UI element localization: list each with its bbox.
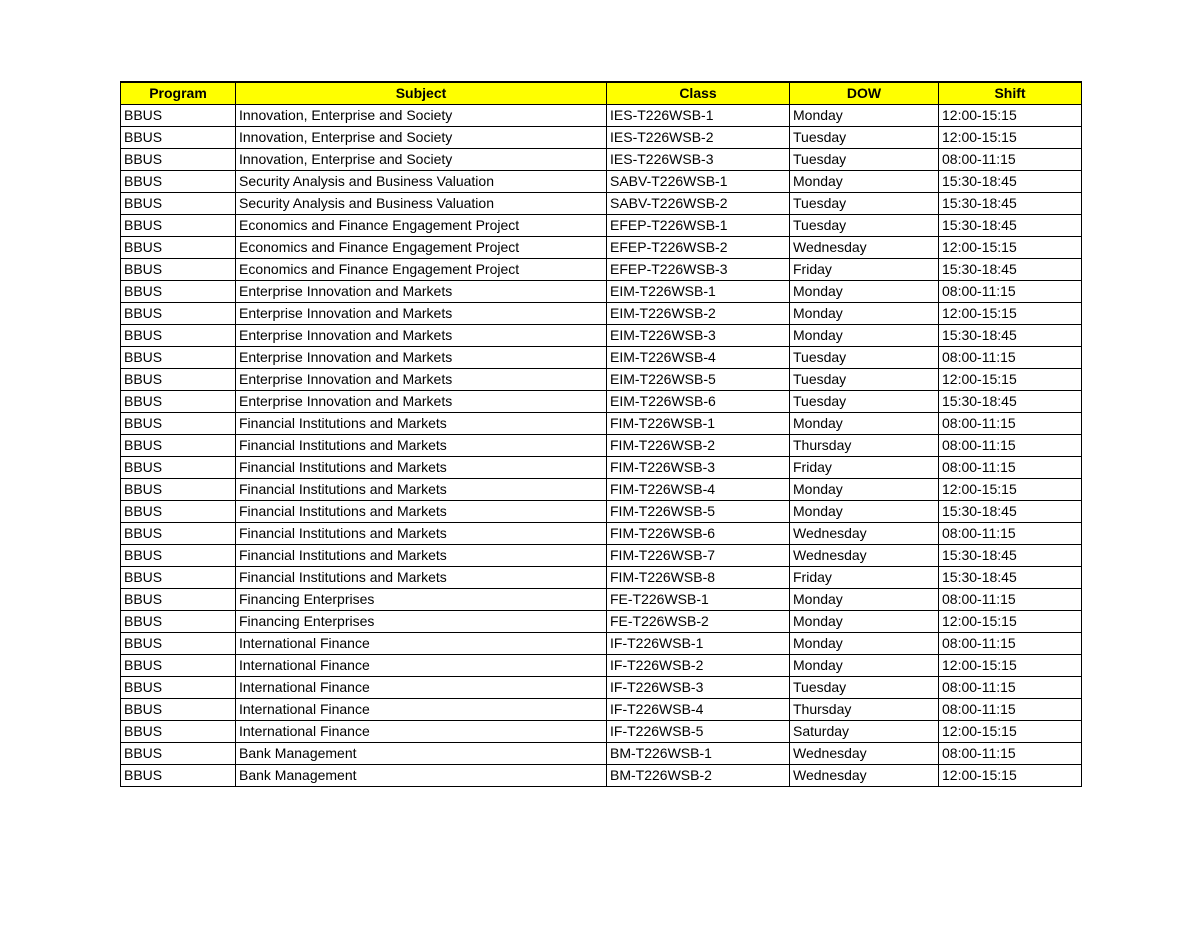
subject-cell: International Finance (236, 676, 607, 698)
table-row (121, 698, 1082, 720)
dow-cell: Monday (790, 104, 939, 126)
program-cell: BBUS (121, 346, 236, 368)
program-cell: BBUS (121, 324, 236, 346)
table-row (121, 632, 1082, 654)
table-row (121, 126, 1082, 148)
subject-cell: Innovation, Enterprise and Society (236, 148, 607, 170)
shift-cell: 12:00-15:15 (939, 478, 1082, 500)
class-cell: EIM-T226WSB-1 (607, 280, 790, 302)
class-cell: FIM-T226WSB-6 (607, 522, 790, 544)
program-cell: BBUS (121, 104, 236, 126)
class-cell: EIM-T226WSB-4 (607, 346, 790, 368)
dow-cell: Tuesday (790, 676, 939, 698)
table-row (121, 236, 1082, 258)
shift-cell: 08:00-11:15 (939, 632, 1082, 654)
program-cell: BBUS (121, 170, 236, 192)
shift-cell: 08:00-11:15 (939, 698, 1082, 720)
dow-cell: Friday (790, 566, 939, 588)
class-cell: IF-T226WSB-5 (607, 720, 790, 742)
class-cell: FIM-T226WSB-3 (607, 456, 790, 478)
dow-cell: Saturday (790, 720, 939, 742)
shift-cell: 12:00-15:15 (939, 720, 1082, 742)
dow-cell: Tuesday (790, 126, 939, 148)
subject-cell: Innovation, Enterprise and Society (236, 126, 607, 148)
program-cell: BBUS (121, 412, 236, 434)
dow-cell: Monday (790, 412, 939, 434)
table-row (121, 104, 1082, 126)
program-cell: BBUS (121, 280, 236, 302)
dow-cell: Wednesday (790, 544, 939, 566)
table-row (121, 588, 1082, 610)
shift-cell: 15:30-18:45 (939, 258, 1082, 280)
shift-cell: 08:00-11:15 (939, 412, 1082, 434)
class-cell: EIM-T226WSB-6 (607, 390, 790, 412)
shift-cell: 08:00-11:15 (939, 742, 1082, 764)
class-cell: SABV-T226WSB-2 (607, 192, 790, 214)
table-row (121, 412, 1082, 434)
dow-cell: Wednesday (790, 764, 939, 786)
subject-cell: International Finance (236, 632, 607, 654)
class-cell: BM-T226WSB-1 (607, 742, 790, 764)
table-row (121, 170, 1082, 192)
class-cell: EIM-T226WSB-3 (607, 324, 790, 346)
shift-cell: 08:00-11:15 (939, 456, 1082, 478)
program-cell: BBUS (121, 456, 236, 478)
program-cell: BBUS (121, 632, 236, 654)
shift-cell: 08:00-11:15 (939, 280, 1082, 302)
class-cell: FE-T226WSB-1 (607, 588, 790, 610)
program-cell: BBUS (121, 148, 236, 170)
dow-cell: Tuesday (790, 192, 939, 214)
table-row (121, 434, 1082, 456)
program-cell: BBUS (121, 698, 236, 720)
shift-cell: 12:00-15:15 (939, 654, 1082, 676)
shift-cell: 12:00-15:15 (939, 302, 1082, 324)
subject-cell: Financial Institutions and Markets (236, 566, 607, 588)
shift-cell: 12:00-15:15 (939, 610, 1082, 632)
class-cell: FIM-T226WSB-7 (607, 544, 790, 566)
class-cell: SABV-T226WSB-1 (607, 170, 790, 192)
program-cell: BBUS (121, 478, 236, 500)
subject-cell: Financial Institutions and Markets (236, 500, 607, 522)
header-row (121, 82, 1082, 104)
dow-cell: Monday (790, 500, 939, 522)
class-cell: EFEP-T226WSB-1 (607, 214, 790, 236)
shift-cell: 08:00-11:15 (939, 346, 1082, 368)
table-row (121, 566, 1082, 588)
program-cell: BBUS (121, 764, 236, 786)
shift-cell: 15:30-18:45 (939, 500, 1082, 522)
class-cell: FIM-T226WSB-5 (607, 500, 790, 522)
class-cell: IF-T226WSB-4 (607, 698, 790, 720)
header-dow: DOW (790, 82, 939, 104)
program-cell: BBUS (121, 522, 236, 544)
dow-cell: Tuesday (790, 214, 939, 236)
dow-cell: Monday (790, 632, 939, 654)
shift-cell: 15:30-18:45 (939, 544, 1082, 566)
subject-cell: Bank Management (236, 764, 607, 786)
shift-cell: 15:30-18:45 (939, 390, 1082, 412)
table-row (121, 676, 1082, 698)
class-cell: FIM-T226WSB-1 (607, 412, 790, 434)
program-cell: BBUS (121, 368, 236, 390)
dow-cell: Thursday (790, 698, 939, 720)
table-row (121, 258, 1082, 280)
subject-cell: Financing Enterprises (236, 610, 607, 632)
table-row (121, 346, 1082, 368)
class-cell: IF-T226WSB-1 (607, 632, 790, 654)
class-cell: EIM-T226WSB-5 (607, 368, 790, 390)
subject-cell: Economics and Finance Engagement Project (236, 214, 607, 236)
shift-cell: 15:30-18:45 (939, 214, 1082, 236)
dow-cell: Monday (790, 588, 939, 610)
subject-cell: International Finance (236, 698, 607, 720)
header-subject: Subject (236, 82, 607, 104)
header-shift: Shift (939, 82, 1082, 104)
header-class: Class (607, 82, 790, 104)
dow-cell: Tuesday (790, 148, 939, 170)
dow-cell: Wednesday (790, 522, 939, 544)
class-cell: IF-T226WSB-2 (607, 654, 790, 676)
table-row (121, 324, 1082, 346)
shift-cell: 08:00-11:15 (939, 588, 1082, 610)
table-row (121, 478, 1082, 500)
program-cell: BBUS (121, 654, 236, 676)
subject-cell: Enterprise Innovation and Markets (236, 346, 607, 368)
program-cell: BBUS (121, 588, 236, 610)
subject-cell: Financing Enterprises (236, 588, 607, 610)
dow-cell: Monday (790, 610, 939, 632)
class-cell: IES-T226WSB-1 (607, 104, 790, 126)
header-program: Program (121, 82, 236, 104)
shift-cell: 12:00-15:15 (939, 126, 1082, 148)
class-cell: IES-T226WSB-3 (607, 148, 790, 170)
dow-cell: Friday (790, 258, 939, 280)
subject-cell: Security Analysis and Business Valuation (236, 170, 607, 192)
subject-cell: Security Analysis and Business Valuation (236, 192, 607, 214)
class-cell: FE-T226WSB-2 (607, 610, 790, 632)
shift-cell: 08:00-11:15 (939, 522, 1082, 544)
dow-cell: Monday (790, 654, 939, 676)
table-row (121, 522, 1082, 544)
table-row (121, 742, 1082, 764)
dow-cell: Monday (790, 170, 939, 192)
dow-cell: Wednesday (790, 236, 939, 258)
shift-cell: 08:00-11:15 (939, 676, 1082, 698)
shift-cell: 15:30-18:45 (939, 566, 1082, 588)
class-cell: FIM-T226WSB-8 (607, 566, 790, 588)
table-row (121, 654, 1082, 676)
program-cell: BBUS (121, 236, 236, 258)
program-cell: BBUS (121, 500, 236, 522)
subject-cell: Bank Management (236, 742, 607, 764)
class-cell: EFEP-T226WSB-3 (607, 258, 790, 280)
program-cell: BBUS (121, 192, 236, 214)
class-cell: EIM-T226WSB-2 (607, 302, 790, 324)
table-row (121, 302, 1082, 324)
shift-cell: 15:30-18:45 (939, 324, 1082, 346)
shift-cell: 08:00-11:15 (939, 434, 1082, 456)
subject-cell: Financial Institutions and Markets (236, 522, 607, 544)
table-row (121, 368, 1082, 390)
subject-cell: Economics and Finance Engagement Project (236, 258, 607, 280)
dow-cell: Tuesday (790, 346, 939, 368)
table-row (121, 192, 1082, 214)
program-cell: BBUS (121, 676, 236, 698)
shift-cell: 15:30-18:45 (939, 192, 1082, 214)
program-cell: BBUS (121, 742, 236, 764)
program-cell: BBUS (121, 566, 236, 588)
subject-cell: Financial Institutions and Markets (236, 434, 607, 456)
table-row (121, 214, 1082, 236)
program-cell: BBUS (121, 390, 236, 412)
program-cell: BBUS (121, 302, 236, 324)
subject-cell: Enterprise Innovation and Markets (236, 324, 607, 346)
subject-cell: Enterprise Innovation and Markets (236, 390, 607, 412)
class-cell: IF-T226WSB-3 (607, 676, 790, 698)
subject-cell: Financial Institutions and Markets (236, 544, 607, 566)
dow-cell: Monday (790, 324, 939, 346)
table-header (121, 82, 1082, 104)
program-cell: BBUS (121, 610, 236, 632)
subject-cell: International Finance (236, 720, 607, 742)
shift-cell: 15:30-18:45 (939, 170, 1082, 192)
subject-cell: Enterprise Innovation and Markets (236, 280, 607, 302)
table-body (121, 104, 1082, 786)
subject-cell: Enterprise Innovation and Markets (236, 302, 607, 324)
table-row (121, 720, 1082, 742)
dow-cell: Monday (790, 302, 939, 324)
table-row (121, 764, 1082, 786)
class-cell: EFEP-T226WSB-2 (607, 236, 790, 258)
program-cell: BBUS (121, 258, 236, 280)
class-cell: FIM-T226WSB-4 (607, 478, 790, 500)
table-row (121, 500, 1082, 522)
subject-cell: Innovation, Enterprise and Society (236, 104, 607, 126)
shift-cell: 12:00-15:15 (939, 368, 1082, 390)
table-row (121, 456, 1082, 478)
subject-cell: Financial Institutions and Markets (236, 456, 607, 478)
table-row (121, 148, 1082, 170)
shift-cell: 08:00-11:15 (939, 148, 1082, 170)
table-row (121, 544, 1082, 566)
dow-cell: Thursday (790, 434, 939, 456)
program-cell: BBUS (121, 126, 236, 148)
program-cell: BBUS (121, 720, 236, 742)
dow-cell: Wednesday (790, 742, 939, 764)
schedule-table (120, 81, 1082, 787)
dow-cell: Monday (790, 280, 939, 302)
dow-cell: Monday (790, 478, 939, 500)
dow-cell: Friday (790, 456, 939, 478)
class-cell: BM-T226WSB-2 (607, 764, 790, 786)
shift-cell: 12:00-15:15 (939, 764, 1082, 786)
class-cell: IES-T226WSB-2 (607, 126, 790, 148)
dow-cell: Tuesday (790, 390, 939, 412)
dow-cell: Tuesday (790, 368, 939, 390)
subject-cell: Enterprise Innovation and Markets (236, 368, 607, 390)
program-cell: BBUS (121, 434, 236, 456)
table-row (121, 390, 1082, 412)
table-row (121, 280, 1082, 302)
subject-cell: Financial Institutions and Markets (236, 478, 607, 500)
subject-cell: International Finance (236, 654, 607, 676)
program-cell: BBUS (121, 214, 236, 236)
program-cell: BBUS (121, 544, 236, 566)
table-row (121, 610, 1082, 632)
shift-cell: 12:00-15:15 (939, 236, 1082, 258)
subject-cell: Financial Institutions and Markets (236, 412, 607, 434)
shift-cell: 12:00-15:15 (939, 104, 1082, 126)
class-cell: FIM-T226WSB-2 (607, 434, 790, 456)
subject-cell: Economics and Finance Engagement Project (236, 236, 607, 258)
